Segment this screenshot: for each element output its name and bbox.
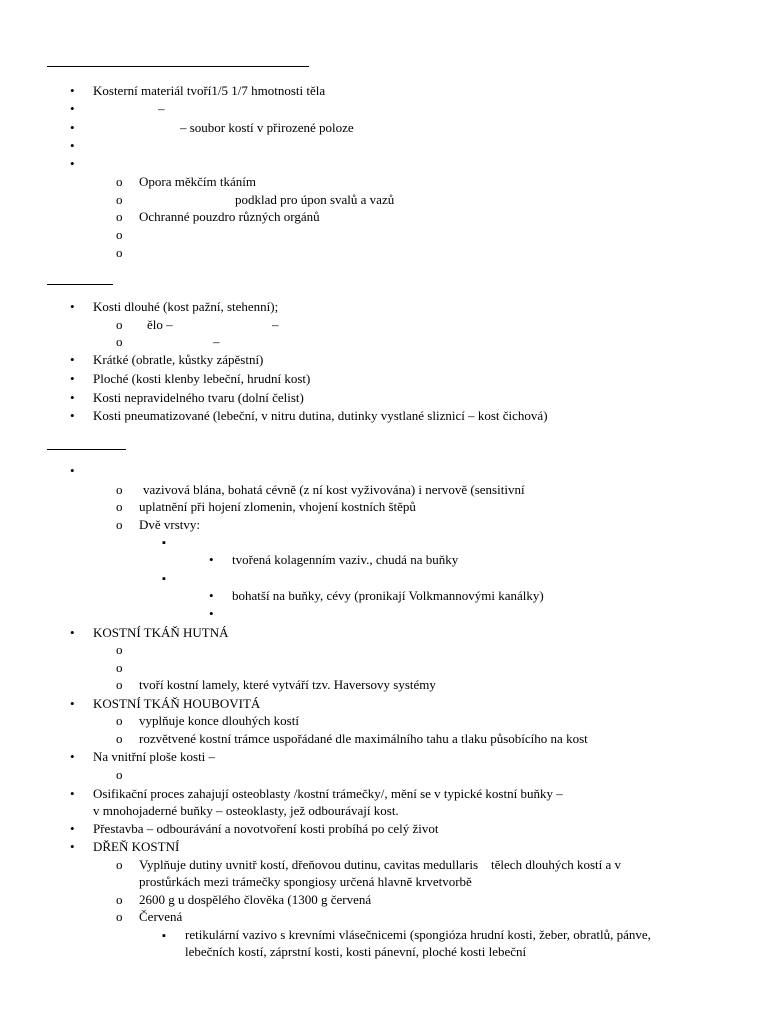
bullet-circle [116,908,123,926]
bullet-dot [70,389,75,407]
bullet-dot [70,462,75,480]
list-item: KOSTNÍ TKÁŇ HUTNÁ [93,625,229,640]
bullet-dot [209,587,214,605]
bullet-circle [116,516,123,534]
bullet-circle [116,676,123,694]
list-item: ělo – [147,317,173,332]
bullet-dot [209,551,214,569]
list-item: tvoří kostní lamely, které vytváří tzv. Haversovy systémy [139,677,436,692]
list-item: Kosti nepravidelného tvaru (dolní čelist) [93,390,304,405]
section-rule-1 [47,66,309,67]
list-item: Vyplňuje dutiny uvnitř kostí, dřeňovou dutinu, cavitas medullaris tělech dlouhých kostí a v [139,857,622,872]
bullet-dot [70,820,75,838]
list-item: bohatší na buňky, cévy (pronikají Volkmannovými kanálky) [232,588,544,603]
bullet-dot [70,695,75,713]
list-item: 2600 g u dospělého člověka (1300 g červená [139,892,372,907]
list-item: tvořená kolagenním vaziv., chudá na buňky [232,552,459,567]
bullet-circle [116,712,123,730]
bullet-dot [70,351,75,369]
list-item: Ploché (kosti klenby lebeční, hrudní kost) [93,371,311,386]
bullet-circle [116,191,123,209]
list-item-continuation: lebečních kostí, záprstní kosti, kosti pánevní, ploché kosti lebeční [185,944,527,959]
list-item: uplatnění při hojení zlomenin, vhojení kostních štěpů [139,499,416,514]
list-item: Kosterní materiál tvoří1/5 1/7 hmotnosti těla [93,83,326,98]
bullet-circle [116,481,123,499]
list-item: podklad pro úpon svalů a vazů [235,192,395,207]
list-item: KOSTNÍ TKÁŇ HOUBOVITÁ [93,696,261,711]
bullet-dot [209,605,214,623]
bullet-square [162,926,166,945]
bullet-circle [116,856,123,874]
bullet-dot [70,119,75,137]
list-item: Červená [139,909,183,924]
list-item-continuation: prostůrkách mezi trámečky spongiosy určená hlavně krvetvorbě [139,874,472,889]
bullet-dot [70,407,75,425]
bullet-circle [116,226,123,244]
list-item: rozvětvené kostní trámce uspořádané dle maximálního tahu a tlaku působícího na kost [139,731,588,746]
bullet-circle [116,244,123,262]
bullet-circle [116,891,123,909]
section-rule-2 [47,284,113,285]
section-rule-3 [47,449,126,450]
list-item: Na vnitřní ploše kosti – [93,749,216,764]
bullet-circle [116,208,123,226]
list-item: Opora měkčím tkáním [139,174,256,189]
list-item: retikulární vazivo s krevními vlásečnicemi (spongióza hrudní kosti, žeber, obratlů, pánve, [185,927,651,942]
bullet-circle [116,730,123,748]
bullet-dot [70,624,75,642]
list-item: Krátké (obratle, kůstky zápěstní) [93,352,264,367]
list-item: Dvě vrstvy: [139,517,201,532]
list-item: Ochranné pouzdro různých orgánů [139,209,320,224]
list-item: Osifikační proces zahajují osteoblasty /kostní trámečky/, mění se v typické kostní buňky – [93,786,563,801]
bullet-dot [70,298,75,316]
bullet-dot [70,137,75,155]
bullet-circle [116,333,123,351]
bullet-circle [116,766,123,784]
bullet-dot [70,838,75,856]
list-item-continuation: v mnohojaderné buňky – osteoklasty, jež odbourávají kost. [93,803,399,818]
bullet-circle [116,498,123,516]
list-item: Přestavba – odbourávání a novotvoření kosti probíhá po celý život [93,821,439,836]
bullet-circle [116,659,123,677]
list-item: vazivová blána, bohatá cévně (z ní kost vyživována) i nervově (sensitivní [143,482,525,497]
list-item: Kosti pneumatizované (lebeční, v nitru dutina, dutinky vystlané sliznicí – kost čichová) [93,408,548,423]
list-item: vyplňuje konce dlouhých kostí [139,713,299,728]
list-item: – soubor kostí v přirozené poloze [180,120,354,135]
bullet-circle [116,316,123,334]
bullet-dot [70,785,75,803]
list-item: – [272,317,279,332]
list-item: Kosti dlouhé (kost pažní, stehenní); [93,299,279,314]
bullet-circle [116,173,123,191]
list-item: – [158,101,165,116]
bullet-square [162,533,166,552]
bullet-circle [116,641,123,659]
list-item: DŘEŇ KOSTNÍ [93,839,180,854]
bullet-dot [70,748,75,766]
list-item: – [213,334,220,349]
bullet-dot [70,100,75,118]
bullet-dot [70,82,75,100]
bullet-square [162,569,166,588]
bullet-dot [70,155,75,173]
bullet-dot [70,370,75,388]
